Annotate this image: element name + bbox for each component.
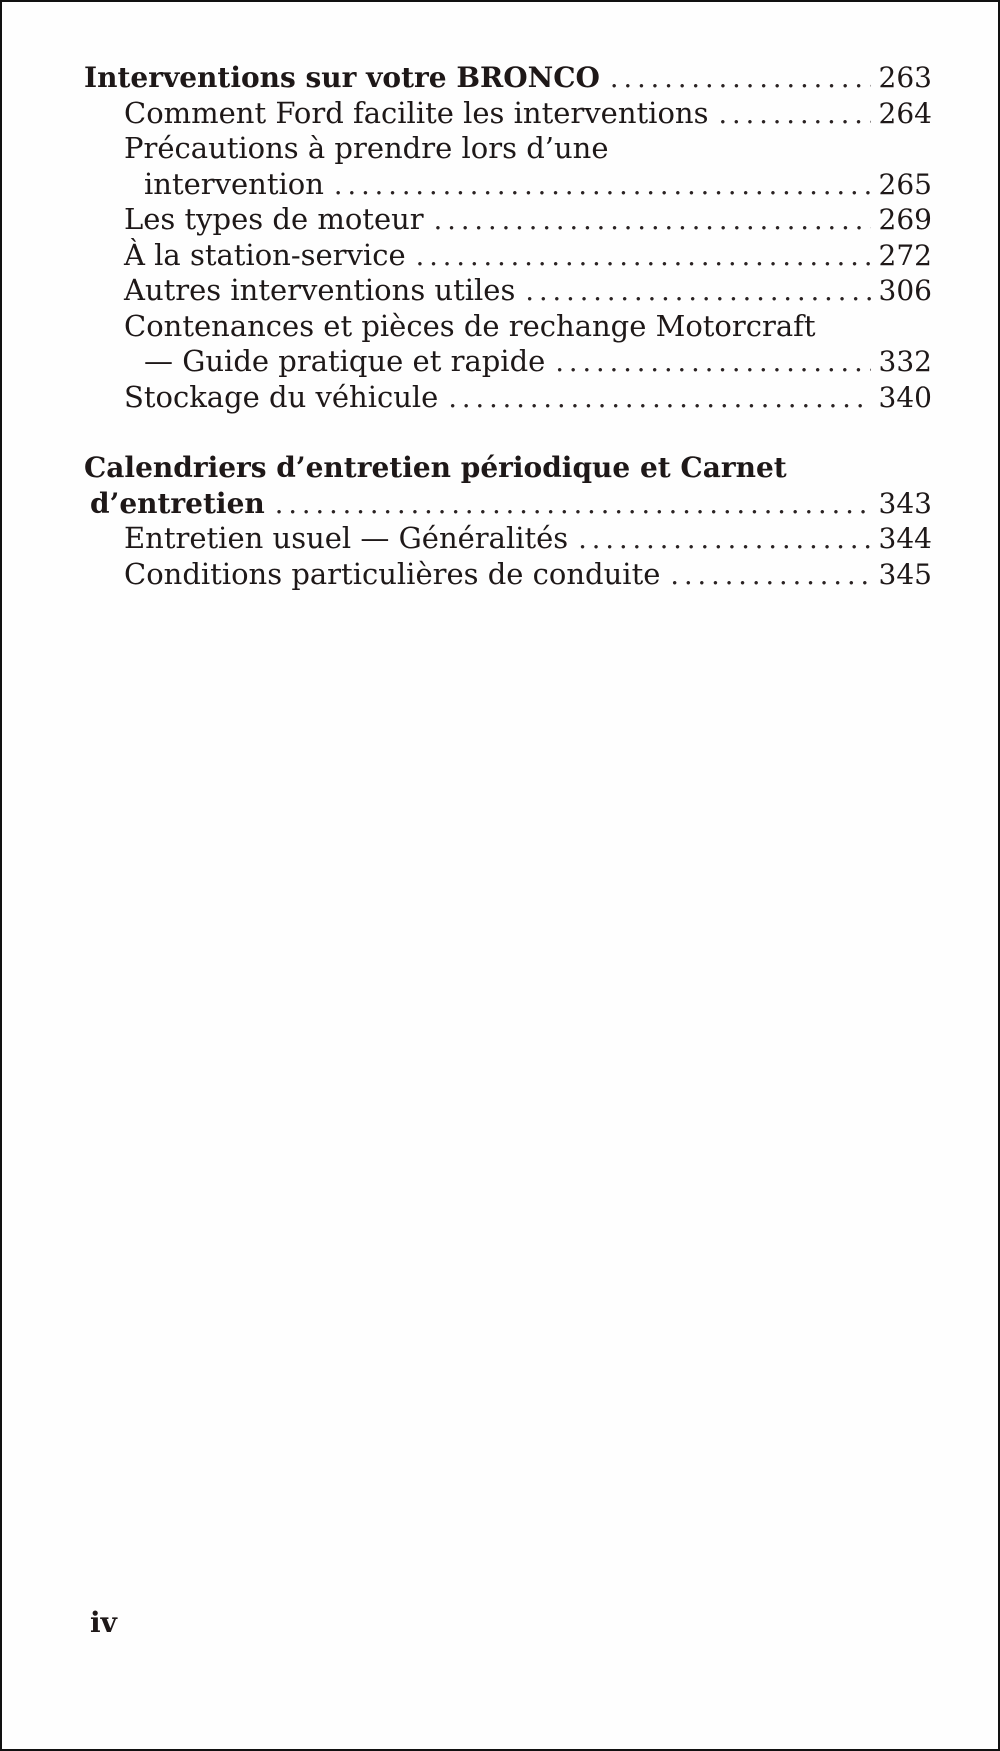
toc-heading-interventions[interactable] [84,60,932,96]
toc-page-number: 265 [878,167,932,201]
toc-page-number: 306 [878,274,932,307]
dot-leader [416,239,871,275]
toc-entry-label: Précautions à prendre lors d’une [124,131,609,165]
dot-leader [578,522,870,558]
toc-entry-label: Les types de moteur [124,202,424,236]
toc-page-number: 343 [878,486,932,520]
toc-entry[interactable] [84,521,932,557]
dot-leader [334,168,871,204]
toc-entry[interactable] [84,131,932,167]
toc-entry-label: À la station-service [124,237,406,272]
toc-entry[interactable] [84,344,932,380]
toc-entry[interactable] [84,380,932,416]
toc-entry-label: Autres interventions utiles [124,273,516,307]
toc-page-number: 332 [878,345,932,378]
dot-leader [275,487,871,523]
dot-leader [525,274,870,310]
toc-entry-label: Entretien usuel — Généralités [124,521,569,555]
toc-entry-label: Contenances et pièces de rechange Motorcraft [124,308,816,343]
dot-leader [448,381,870,417]
toc-entry-label: — Guide pratique et rapide [144,344,546,378]
toc-page-number: 344 [878,522,932,555]
toc-page-number: 263 [878,61,932,94]
toc-heading-label: Interventions sur votre BRONCO [84,61,600,94]
dot-leader [610,61,871,97]
toc-page-number: 340 [878,380,932,414]
toc-heading-calendriers[interactable] [84,450,932,486]
toc-entry-label: Conditions particulières de conduite [124,556,661,591]
toc-entry[interactable] [84,309,932,345]
dot-leader [718,97,870,133]
toc-entry[interactable] [84,202,932,238]
dot-leader [555,345,870,381]
table-of-contents [84,60,932,592]
toc-page-number: 345 [878,557,932,591]
dot-leader [434,203,871,239]
toc-entry-label: intervention [144,166,324,201]
toc-page-number: 264 [878,96,932,130]
toc-heading-calendriers-cont[interactable] [84,486,932,522]
toc-heading-label: d’entretien [90,486,265,520]
section-spacer [84,415,932,450]
toc-entry[interactable] [84,273,932,309]
toc-entry[interactable] [84,238,932,274]
dot-leader [670,558,870,594]
toc-entry-label: Comment Ford facilite les interventions [124,95,709,130]
page-folio: iv [90,1606,117,1639]
toc-entry-label: Stockage du véhicule [124,379,439,414]
toc-page-number: 272 [878,238,932,272]
toc-entry[interactable] [84,167,932,203]
toc-entry[interactable] [84,96,932,132]
toc-heading-label: Calendriers d’entretien périodique et Carnet [84,451,787,484]
toc-page-number: 269 [878,203,932,236]
toc-entry[interactable] [84,557,932,593]
